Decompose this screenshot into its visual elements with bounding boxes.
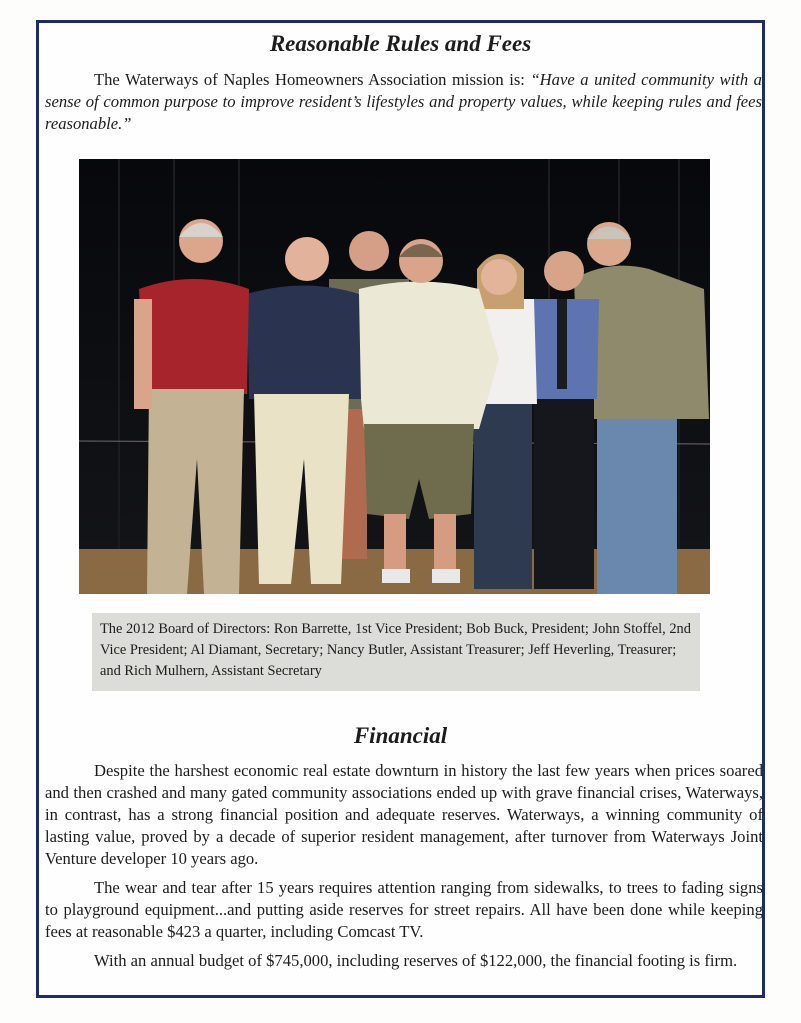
board-of-directors-photo [79,159,710,594]
section-heading-financial: Financial [353,723,448,748]
photo-caption: The 2012 Board of Directors: Ron Barrette, 1st Vice President; Bob Buck, President; John Stoffel, 2nd Vice President; Al Diamant, Secretary; Nancy Butler, Assistant Treasurer; Jeff Heverling, Treasurer; and Rich Mulhern, Assistant Secretary [92,613,700,691]
financial-body [45,760,763,972]
group-photo-illustration [79,159,710,594]
financial-paragraph-3: With an annual budget of $745,000, including reserves of $122,000, the financial footing is firm. [94,951,738,970]
page-frame [36,20,765,998]
financial-paragraph-1: Despite the harshest economic real estate downturn in history the last few years when prices soared and then crashed and many gated community associations ended up with grave financial crises, Waterways, in contrast, has a strong financial position and adequate reserves. Waterways, a winning community of lasting value, proved by a decade of superior resident management, after turnover from Waterways Joint Venture developer 10 years ago. [45,761,763,868]
mission-statement [45,69,762,135]
person-jeff-heverling [534,251,599,589]
mission-intro-text: The Waterways of Naples Homeowners Association mission is: [94,70,531,89]
financial-paragraph-2: The wear and tear after 15 years requires attention ranging from sidewalks, to trees to fading signs to playground equipment...and putting aside reserves for street repairs. All have been done while keeping fees at reasonable $423 a quarter, including Comcast TV. [45,878,763,941]
section-heading-rules-fees: Reasonable Rules and Fees [269,31,532,56]
mission-quote: “Have a united community with a sense of common purpose to improve resident’s lifestyles and property values, while keeping rules and fees reasonable.” [45,70,762,133]
